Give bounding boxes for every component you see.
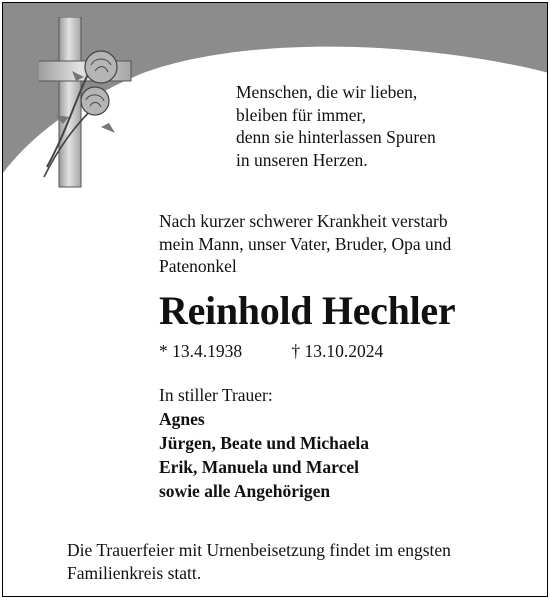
poem-quote	[236, 81, 536, 171]
poem-line: bleiben für immer,	[236, 104, 367, 125]
poem-line: Menschen, die wir lieben,	[236, 82, 418, 102]
mourner-name: Jürgen, Beate und Michaela	[159, 433, 369, 453]
intro-line: Nach kurzer schwerer Krankheit verstarb	[159, 211, 448, 231]
poem-line: denn sie hinterlassen Spuren	[236, 127, 436, 147]
cross-with-roses-icon	[39, 17, 139, 192]
obituary-notice	[2, 2, 548, 597]
funeral-notice	[67, 539, 537, 584]
mourners-list	[159, 383, 369, 503]
death-announcement-text	[159, 210, 539, 278]
deceased-name: Reinhold Hechler	[159, 288, 456, 333]
mourner-name: Agnes	[159, 409, 205, 429]
funeral-line: Die Trauerfeier mit Urnenbeisetzung findet im engsten	[67, 540, 451, 560]
mourner-name: sowie alle Angehörigen	[159, 481, 331, 501]
death-date: † 13.10.2024	[291, 341, 384, 361]
life-dates	[159, 340, 383, 362]
intro-line: Patenonkel	[159, 256, 237, 276]
intro-line: mein Mann, unser Vater, Bruder, Opa und	[159, 233, 452, 254]
birth-date: * 13.4.1938	[159, 341, 243, 361]
mourning-heading: In stiller Trauer:	[159, 385, 273, 405]
mourner-name: Erik, Manuela und Marcel	[159, 457, 359, 477]
poem-line: in unseren Herzen.	[236, 149, 368, 170]
funeral-line: Familienkreis statt.	[67, 562, 202, 583]
